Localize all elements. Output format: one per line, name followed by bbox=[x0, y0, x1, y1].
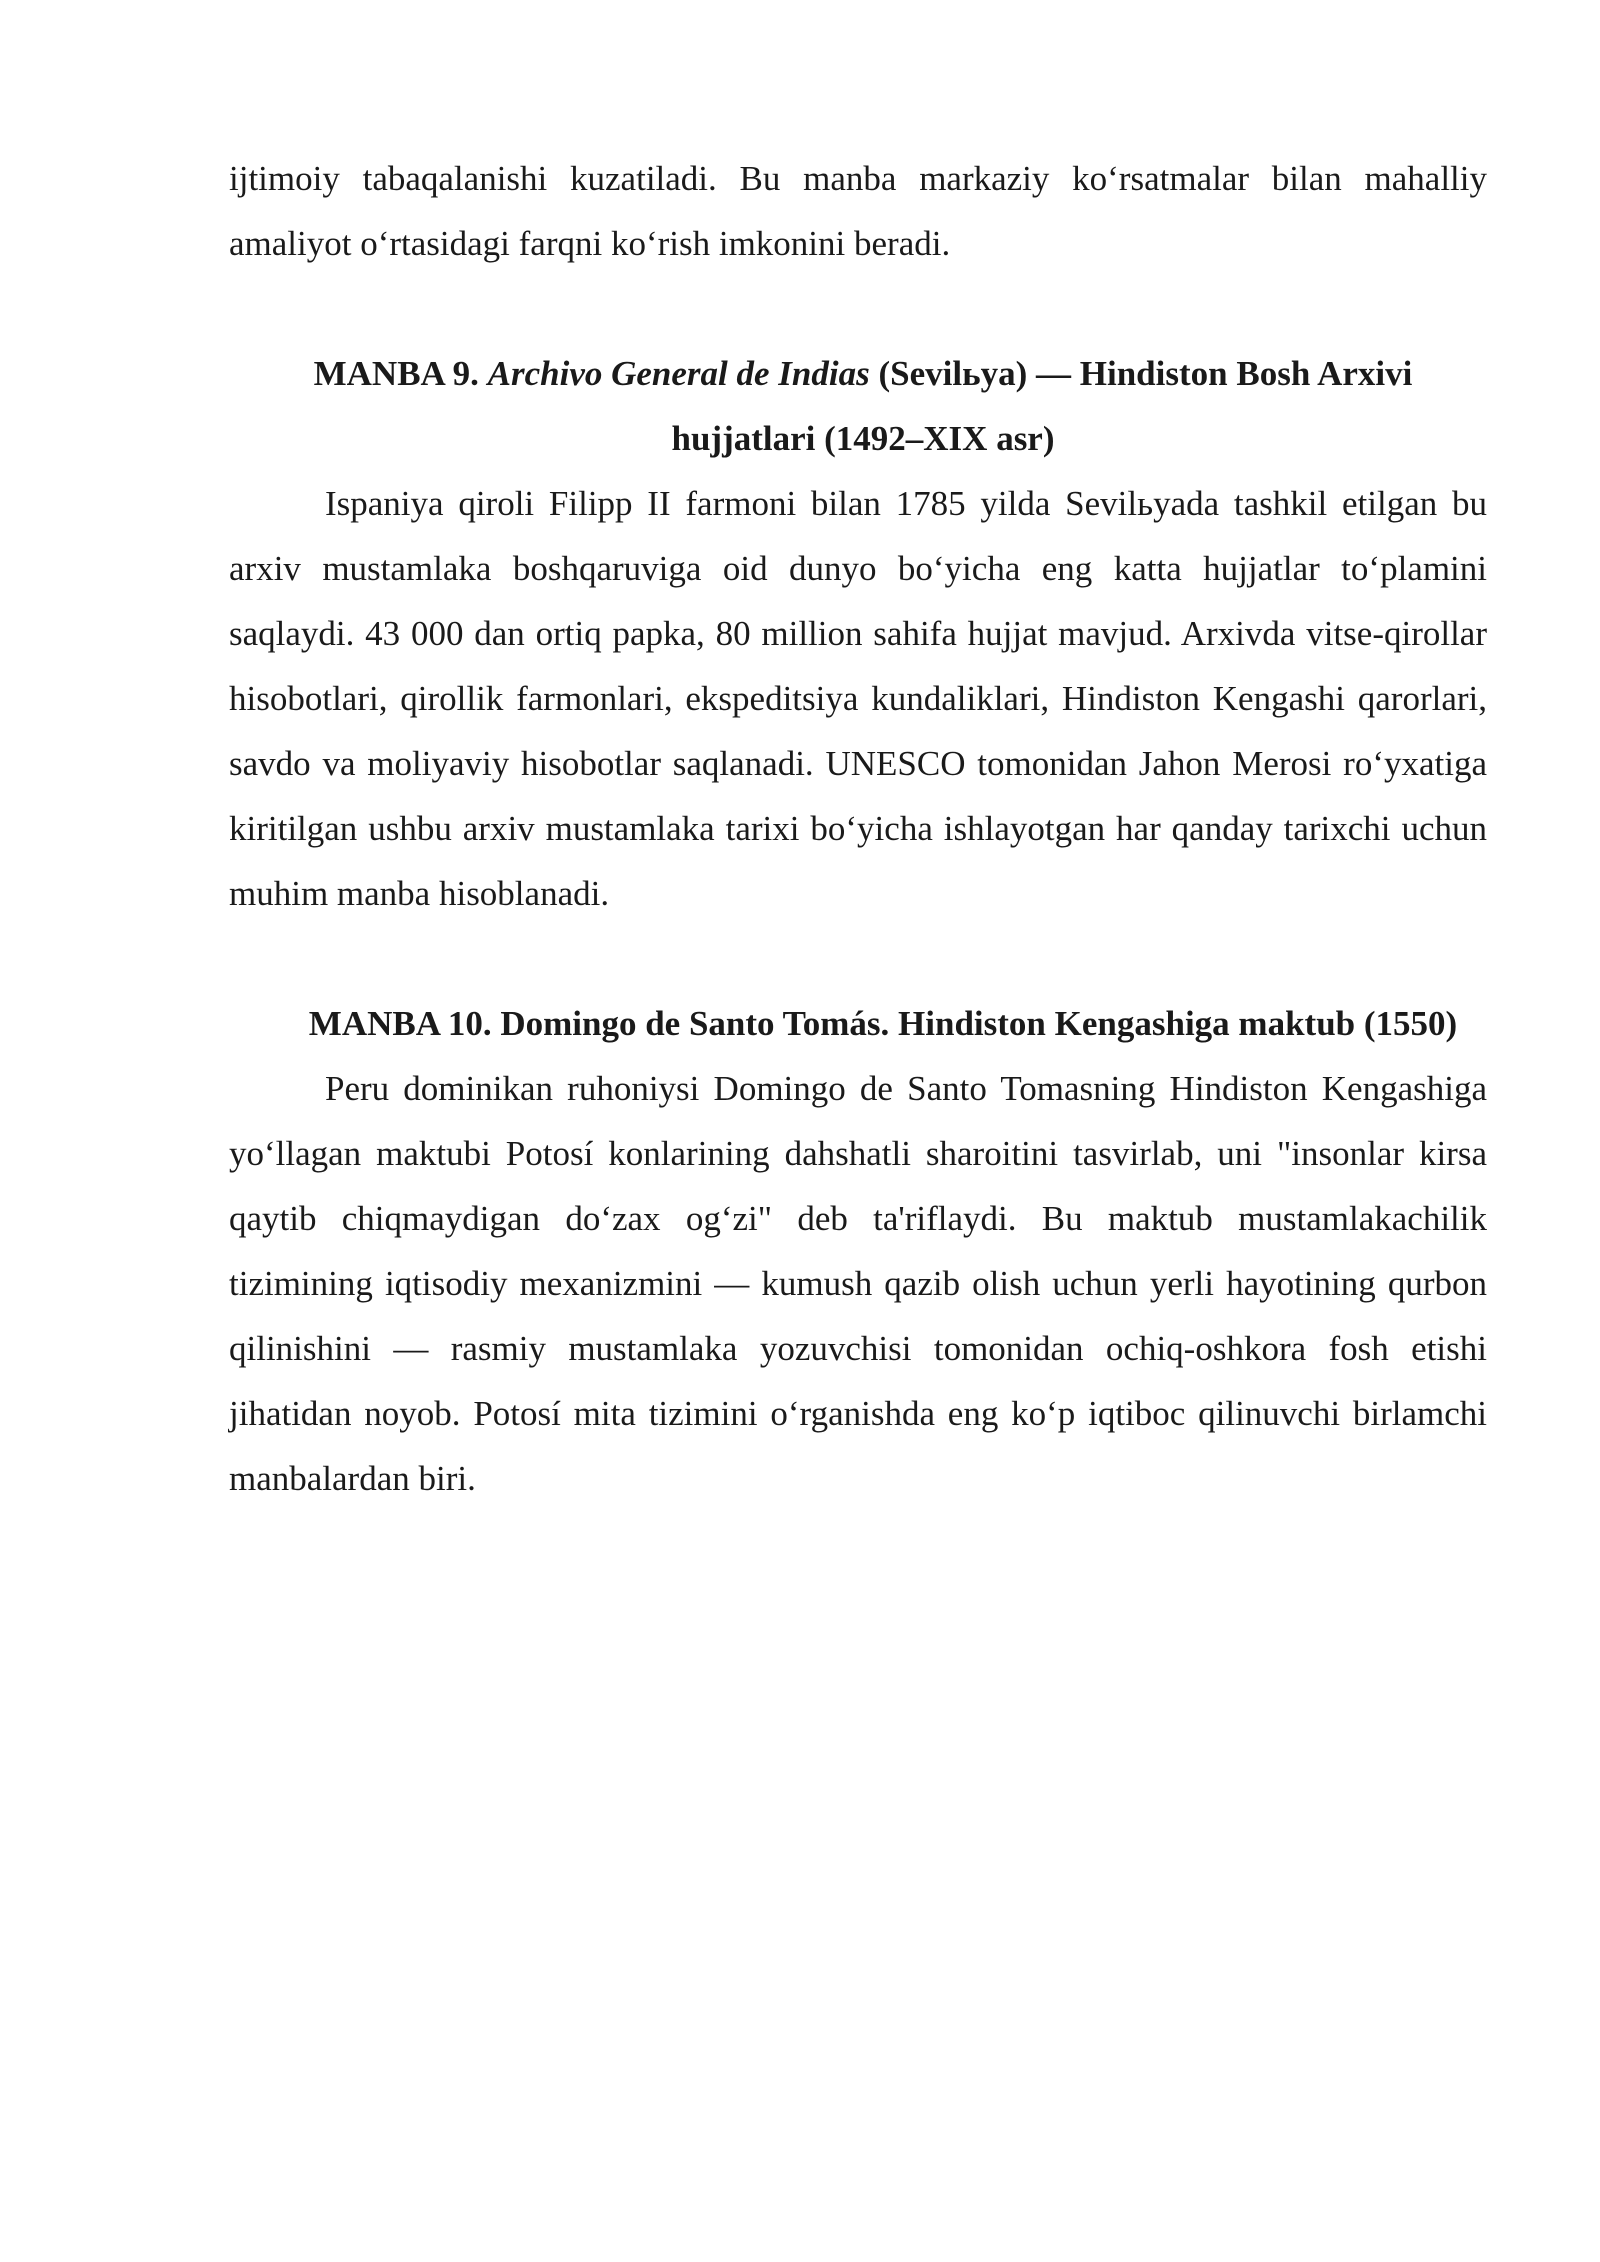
source-9-body: Ispaniya qiroli Filipp II farmoni bilan 1785 yilda Sevilьyada tashkil etilgan bu arxiv mustamlaka boshqaruviga oid dunyo bo‘yicha eng katta hujjatlar to‘plamini saqlaydi. 43 000 dan ortiq papka, 80 million sahifa hujjat mavjud. Arxivda vitse-qirollar hisobotlari, qirollik farmonlari, ekspeditsiya kundaliklari, Hindiston Kengashi qarorlari, savdo va moliyaviy hisobotlar saqlanadi. UNESCO tomonidan Jahon Merosi ro‘yxatiga kiritilgan ushbu arxiv mustamlaka tarixi bo‘yicha ishlayotgan har qanday tarixchi uchun muhim manba hisoblanadi. bbox=[229, 484, 1487, 913]
source-10-heading: MANBA 10. Domingo de Santo Tomás. Hindiston Kengashiga maktub (1550) bbox=[308, 1004, 1458, 1043]
source-9-heading bbox=[229, 341, 1487, 471]
source-9-heading-rest: (Sevilьya) — Hindiston Bosh Arxivi hujjatlari (1492–XIX asr) bbox=[671, 354, 1413, 458]
source-10-body: Peru dominikan ruhoniysi Domingo de Santo Tomasning Hindiston Kengashiga yo‘llagan maktubi Potosí konlarining dahshatli sharoitini tasvirlab, uni "insonlar kirsa qaytib chiqmaydigan do‘zax og‘zi" deb ta'riflaydi. Bu maktub mustamlakachilik tizimining iqtisodiy mexanizmini — kumush qazib olish uchun yerli hayotining qurbon qilinishini — rasmiy mustamlaka yozuvchisi tomonidan ochiq-oshkora fosh etishi jihatidan noyob. Potosí mita tizimini o‘rganishda eng ko‘p iqtiboc qilinuvchi birlamchi manbalardan biri. bbox=[229, 1069, 1487, 1498]
intro-paragraph: ijtimoiy tabaqalanishi kuzatiladi. Bu manba markaziy ko‘rsatmalar bilan mahalliy amaliyot o‘rtasidagi farqni ko‘rish imkonini beradi. bbox=[229, 159, 1487, 263]
source-9-heading-title: Archivo General de Indias bbox=[487, 354, 870, 393]
section-gap bbox=[229, 926, 1487, 991]
source-9-heading-prefix: MANBA 9. bbox=[313, 354, 479, 393]
section-gap bbox=[229, 276, 1487, 341]
document-page bbox=[229, 146, 1487, 1511]
